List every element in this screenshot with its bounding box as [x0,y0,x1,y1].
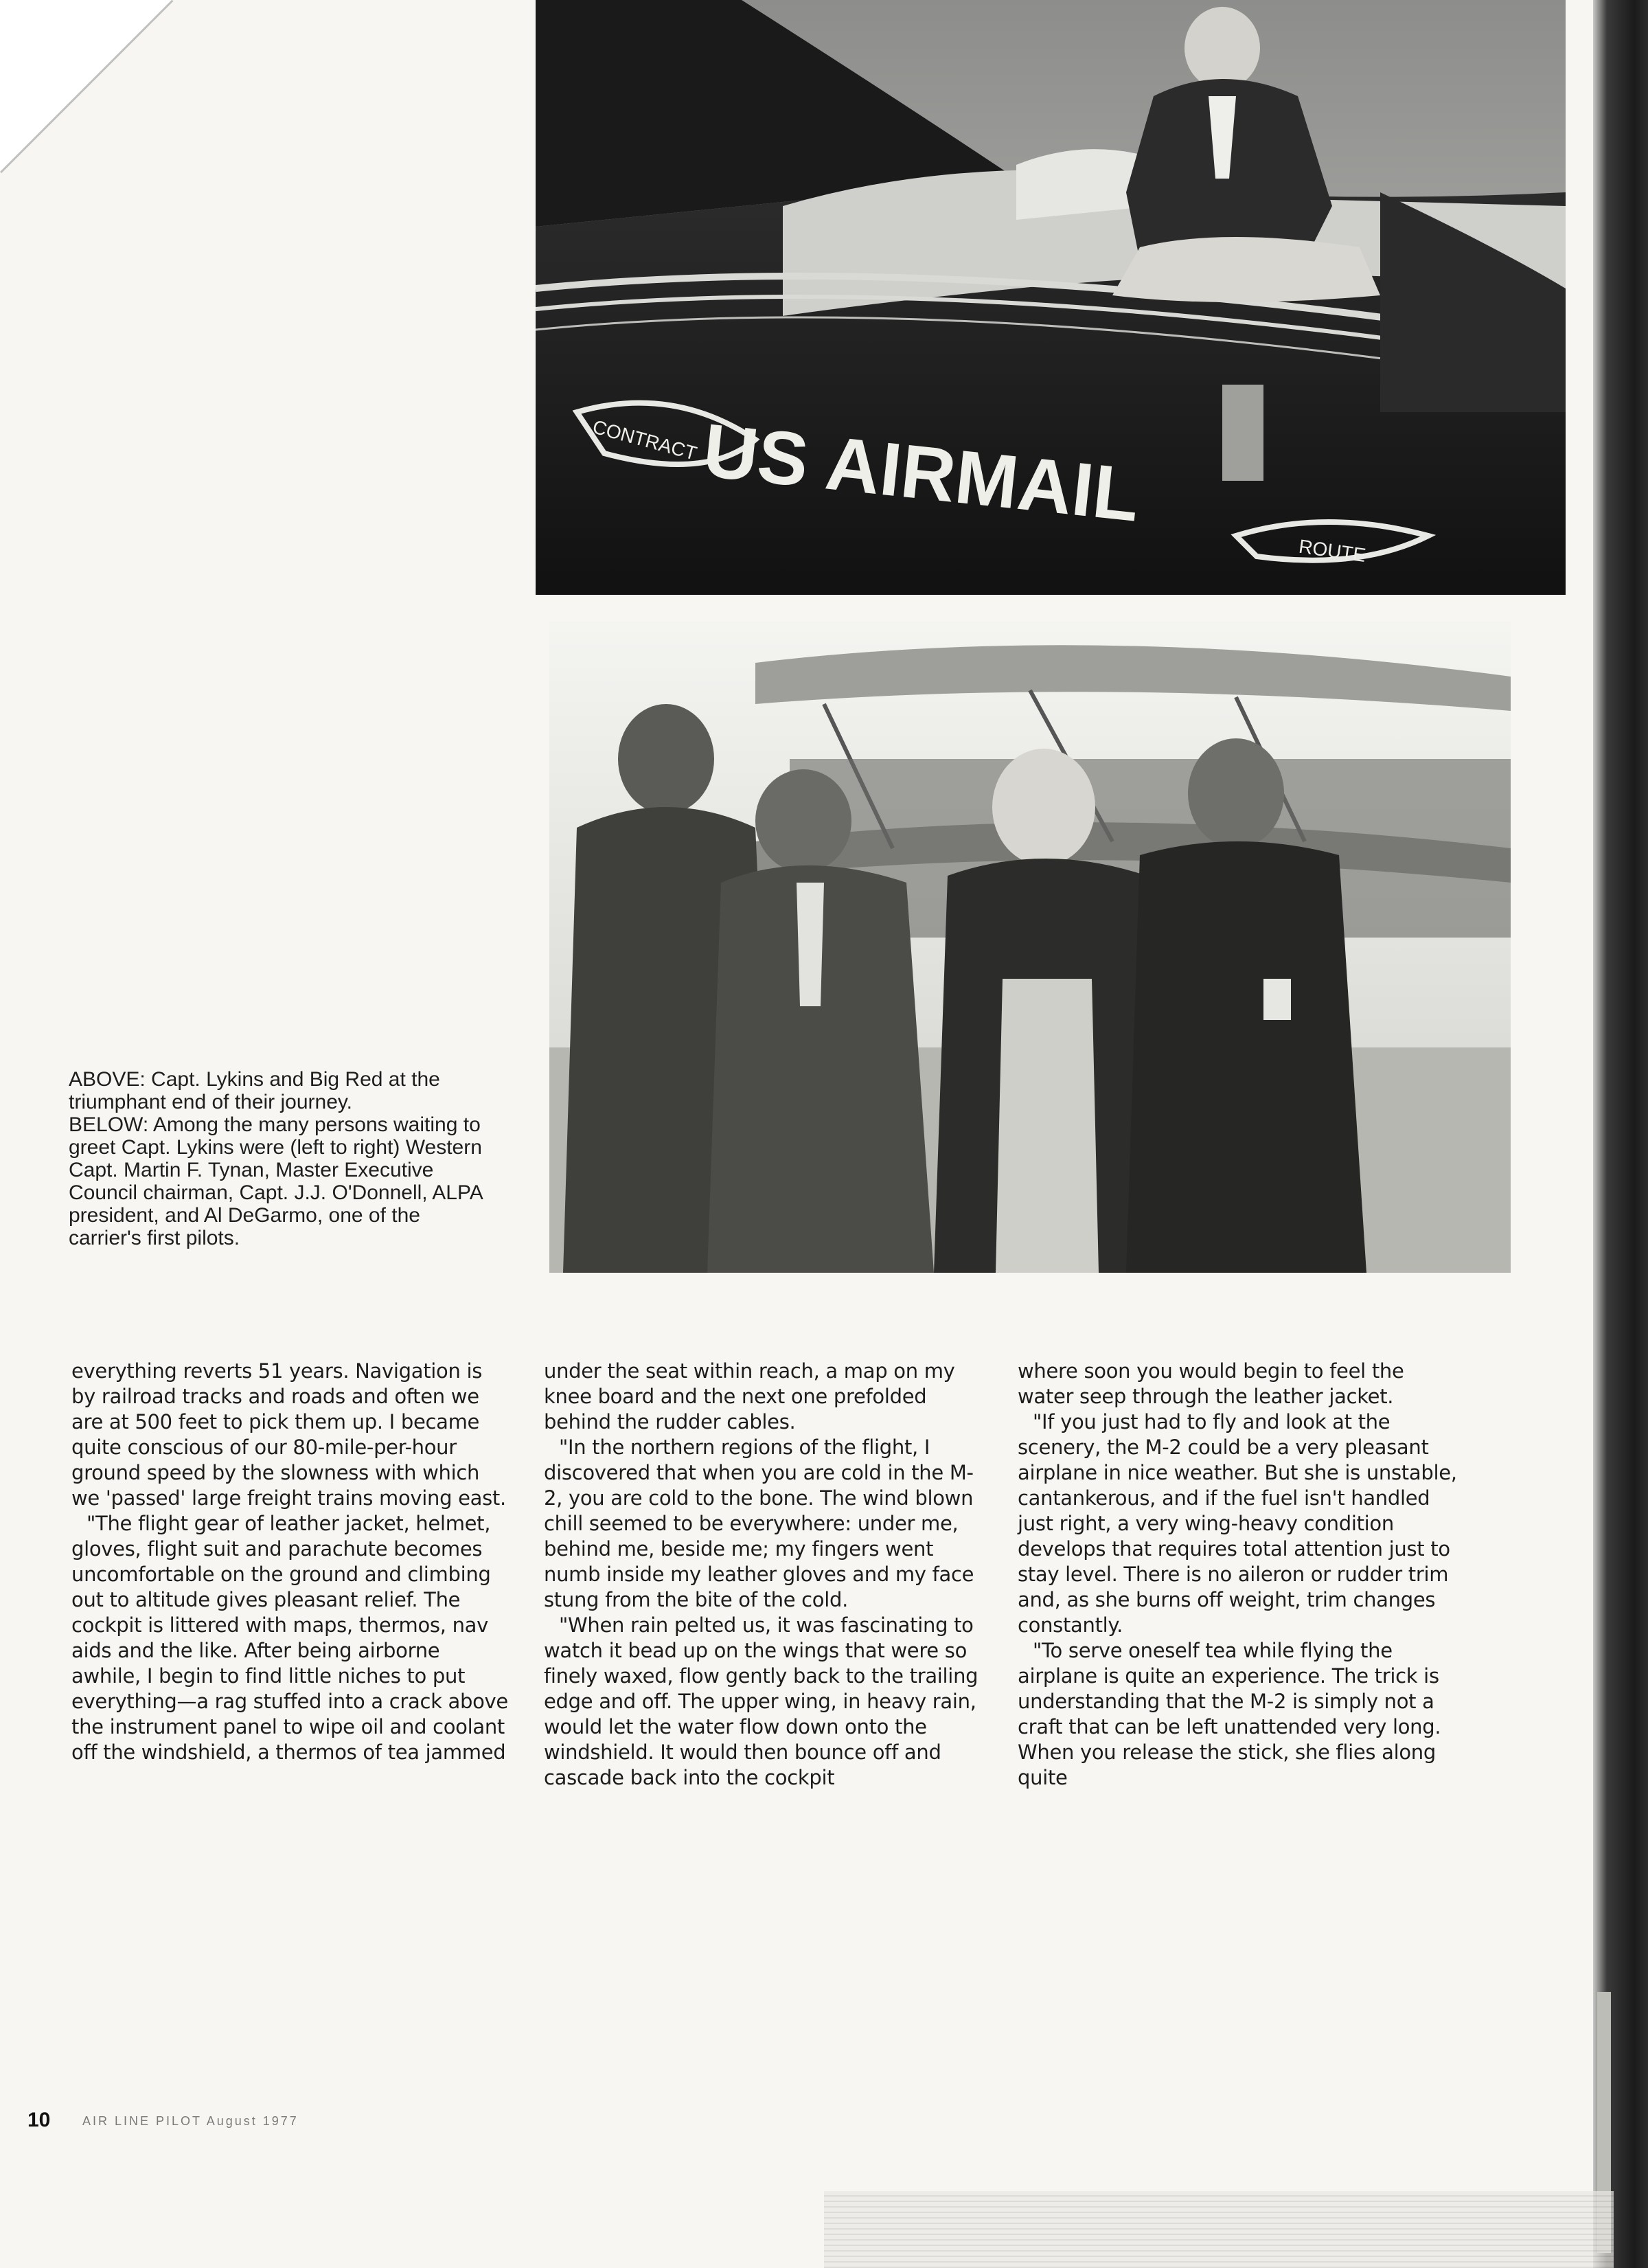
col3-paragraph-1: where soon you would begin to feel the water seep through the leather jacket. [1018,1359,1404,1408]
text-column-2 [544,1359,983,1791]
photo-caption [69,1068,494,1249]
col3-paragraph-3: "To serve oneself tea while flying the airplane is quite an experience. The trick is understanding that the M-2 is simply not a craft that can be left unattended very long. When you release the stick, she flies along quite [1018,1639,1441,1789]
scan-edge-shadow [1593,0,1648,2268]
col2-paragraph-3: "When rain pelted us, it was fascinating to watch it bead up on the wings that were so finely waxed, flow gently back to the trailing edge and off. The upper wing, in heavy rain, would let the water flow down onto the windshield. It would then bounce off and cascade back into the cockpit [544,1613,978,1789]
insignia-route-text: ROUTE [1297,535,1367,567]
text-column-3 [1018,1359,1457,1791]
insignia-main-text: US AIRMAIL [699,407,1144,538]
photo-pilot-on-airplane [536,0,1566,595]
caption-above: ABOVE: Capt. Lykins and Big Red at the triumphant end of their journey. [69,1068,440,1113]
publication-line: AIR LINE PILOT August 1977 [82,2114,299,2128]
photo-top-illustration [536,0,1566,595]
col2-paragraph-2: "In the northern regions of the flight, I discovered that when you are cold in the M-2, you are cold to the bone. The wind blown chill seemed to be everywhere: under me, behind me, beside me; my fingers went numb inside my leather gloves and my face stung from the bite of the cold. [544,1436,974,1611]
caption-below: BELOW: Among the many persons waiting to greet Capt. Lykins were (left to right) Western Capt. Martin F. Tynan, Master Executive Council chairman, Capt. J.J. O'Donnell, ALPA president, and Al DeGarmo, one of the carrier's first pilots. [69,1113,483,1249]
insignia-contract-text: CONTRACT [590,416,700,464]
photo-greeting-group [549,622,1511,1273]
page-stack-edges [824,2191,1614,2268]
col3-paragraph-2: "If you just had to fly and look at the scenery, the M-2 could be a very pleasant airplane in nice weather. But she is unstable, cantankerous, and if the fuel isn't handled just right, a very wing-heavy condition develops that requires total attention just to stay level. There is no aileron or rudder trim and, as she burns off weight, trim changes constantly. [1018,1410,1457,1637]
photo-bottom-illustration [549,622,1511,1273]
col1-paragraph-2: "The flight gear of leather jacket, helmet, gloves, flight suit and parachute becomes uncomfortable on the ground and climbing out to altitude gives pleasant relief. The cockpit is littered with maps, thermos, nav aids and the like. After being airborne awhile, I begin to find little niches to put everything—a rag stuffed into a crack above the instrument panel to wipe oil and coolant off the windshield, a thermos of tea jammed [71,1512,508,1764]
page-number: 10 [27,2109,51,2131]
col1-paragraph-1: everything reverts 51 years. Navigation is by railroad tracks and roads and often we are at 500 feet to pick them up. I became quite conscious of our 80-mile-per-hour ground speed by the slowness with which we 'passed' large freight trains moving east. [71,1359,506,1510]
col2-paragraph-1: under the seat within reach, a map on my knee board and the next one prefolded behind the rudder cables. [544,1359,955,1433]
text-column-1 [71,1359,511,1765]
